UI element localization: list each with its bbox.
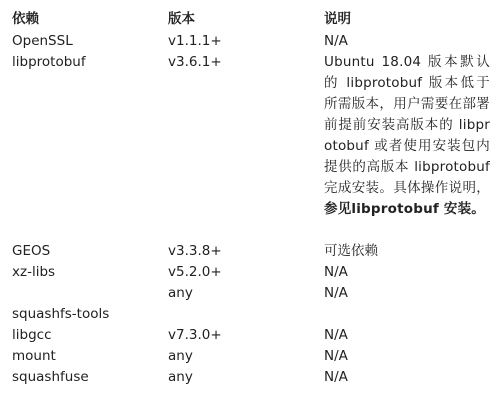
cell-description xyxy=(324,52,500,241)
cell-version: v1.1.1+ xyxy=(168,33,222,49)
table-row xyxy=(12,241,500,262)
table-row xyxy=(12,262,500,283)
table-header-row xyxy=(12,9,500,31)
cell-version: v3.6.1+ xyxy=(168,54,222,70)
cell-description: N/A xyxy=(324,348,348,364)
cell-version: any xyxy=(168,348,193,364)
cell-version xyxy=(168,304,324,325)
table-row xyxy=(12,304,500,325)
cell-description: N/A xyxy=(324,285,348,301)
header-version: 版本 xyxy=(168,11,195,27)
cell-dependency: GEOS xyxy=(12,243,51,259)
cell-dependency xyxy=(12,283,168,304)
dependency-table xyxy=(12,9,500,388)
cell-dependency: xz-libs xyxy=(12,264,56,280)
cell-description xyxy=(324,304,500,325)
cell-dependency: mount xyxy=(12,348,56,364)
table-row xyxy=(12,367,500,388)
table-row xyxy=(12,325,500,346)
table-row xyxy=(12,52,500,241)
cell-version: any xyxy=(168,285,193,301)
cell-description: N/A xyxy=(324,33,348,49)
cell-dependency: OpenSSL xyxy=(12,33,73,49)
cell-dependency: squashfs-tools xyxy=(12,306,110,322)
header-description: 说明 xyxy=(324,11,351,27)
cell-dependency: squashfuse xyxy=(12,369,89,385)
cell-description: N/A xyxy=(324,327,348,343)
table-row xyxy=(12,31,500,52)
table-row xyxy=(12,283,500,304)
cell-version: any xyxy=(168,369,193,385)
cell-description: N/A xyxy=(324,264,348,280)
cell-description: N/A xyxy=(324,369,348,385)
cell-version: v3.3.8+ xyxy=(168,243,222,259)
table-row xyxy=(12,346,500,367)
cell-dependency: libgcc xyxy=(12,327,52,343)
libprotobuf-install-link[interactable]: 参见libprotobuf 安装。 xyxy=(324,201,485,217)
cell-description: 可选依赖 xyxy=(324,243,378,259)
cell-dependency: libprotobuf xyxy=(12,54,86,70)
cell-version: v7.3.0+ xyxy=(168,327,222,343)
cell-version: v5.2.0+ xyxy=(168,264,222,280)
description-text xyxy=(324,52,490,220)
description-plain: Ubuntu 18.04 版本默认的 libprotobuf 版本低于所需版本，用户需要在部署前提前安装高版本的 libprotobuf 或者使用安装包内提供的高版本 libprotobuf 完成安装。具体操作说明， xyxy=(324,54,490,196)
header-dependency: 依赖 xyxy=(12,11,39,27)
